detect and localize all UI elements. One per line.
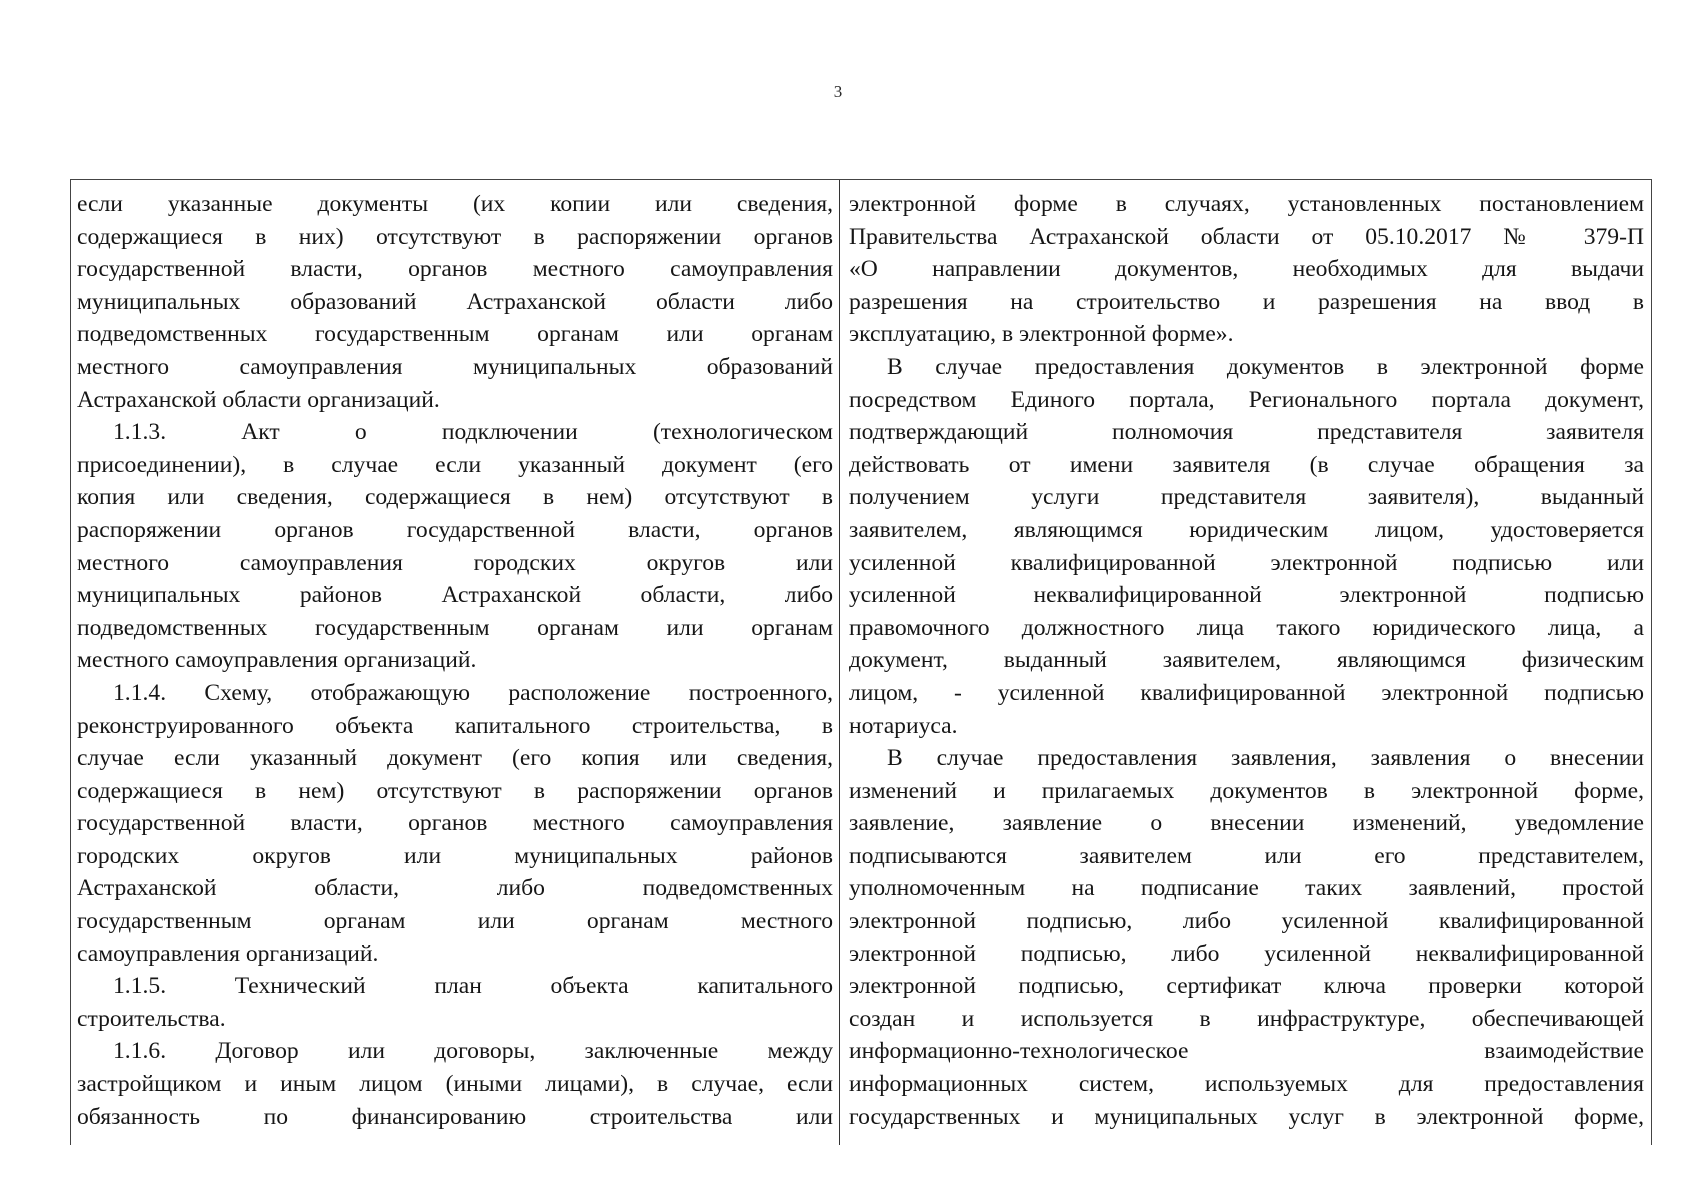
text-line: усиленной неквалифицированной электронной подписью: [849, 582, 1644, 609]
left-column: [77, 188, 833, 1133]
text-line: строительства.: [77, 1005, 226, 1032]
text-line: документ, выданный заявителем, являющимся физическим: [849, 647, 1644, 674]
text-line: муниципальных районов Астраханской области, либо: [77, 582, 833, 609]
page-number: 3: [833, 82, 843, 101]
text-line: лицом, - усиленной квалифицированной электронной подписью: [849, 679, 1644, 706]
text-line: Астраханской области, либо подведомственных: [77, 875, 833, 902]
text-line: заявителем, являющимся юридическим лицом, удостоверяется: [849, 516, 1644, 543]
text-line: реконструированного объекта капитального строительства, в: [77, 712, 833, 739]
text-line: нотариуса.: [849, 712, 958, 739]
text-line: если указанные документы (их копии или сведения,: [77, 191, 833, 217]
text-line: Правительства Астраханской области от 05.10.2017 № 379-П: [849, 223, 1644, 250]
document-table: [70, 179, 1652, 1145]
text-line: подписываются заявителем или его представителем,: [849, 842, 1644, 869]
text-line: действовать от имени заявителя (в случае обращения за: [849, 451, 1644, 478]
text-line: государственной власти, органов местного самоуправления: [77, 256, 833, 283]
text-line: Астраханской области организаций.: [77, 386, 440, 413]
text-line: информационно-технологическое взаимодействие: [849, 1038, 1644, 1065]
text-line: получением услуги представителя заявителя), выданный: [849, 484, 1644, 511]
text-line: усиленной квалифицированной электронной подписью или: [849, 549, 1644, 576]
text-line: изменений и прилагаемых документов в электронной форме,: [849, 777, 1644, 804]
text-line: случае если указанный документ (его копия или сведения,: [77, 745, 833, 772]
text-line: 1.1.6. Договор или договоры, заключенные между: [113, 1038, 833, 1065]
text-line: содержащиеся в них) отсутствуют в распоряжении органов: [77, 223, 833, 250]
text-line: 1.1.4. Схему, отображающую расположение построенного,: [113, 679, 833, 706]
text-line: 1.1.3. Акт о подключении (технологическом: [113, 419, 833, 446]
text-line: посредством Единого портала, Регионального портала документ,: [849, 386, 1644, 413]
text-line: местного самоуправления организаций.: [77, 647, 477, 674]
text-line: уполномоченным на подписание таких заявлений, простой: [849, 875, 1644, 902]
text-line: «О направлении документов, необходимых для выдачи: [849, 256, 1644, 283]
text-line: содержащиеся в нем) отсутствуют в распоряжении органов: [77, 777, 833, 804]
text-line: копия или сведения, содержащиеся в нем) отсутствуют в: [77, 484, 833, 511]
text-line: информационных систем, используемых для предоставления: [849, 1071, 1644, 1098]
text-line: обязанность по финансированию строительства или: [77, 1103, 833, 1130]
text-line: самоуправления организаций.: [77, 940, 379, 967]
text-line: правомочного должностного лица такого юридического лица, а: [849, 614, 1644, 641]
text-line: электронной подписью, либо усиленной квалифицированной: [849, 908, 1644, 935]
text-line: 1.1.5. Технический план объекта капитального: [113, 973, 833, 1000]
text-line: местного самоуправления городских округов или: [77, 549, 833, 576]
text-line: местного самоуправления муниципальных образований: [77, 353, 833, 380]
text-line: электронной подписью, либо усиленной неквалифицированной: [849, 940, 1644, 967]
text-line: создан и используется в инфраструктуре, обеспечивающей: [849, 1005, 1644, 1032]
text-line: государственным органам или органам местного: [77, 908, 833, 935]
right-column: [849, 188, 1644, 1133]
text-line: разрешения на строительство и разрешения на ввод в: [849, 288, 1644, 315]
text-line: распоряжении органов государственной власти, органов: [77, 516, 833, 543]
text-line: заявление, заявление о внесении изменений, уведомление: [849, 810, 1644, 837]
text-line: эксплуатацию, в электронной форме».: [849, 321, 1234, 348]
text-line: электронной подписью, сертификат ключа проверки которой: [849, 973, 1644, 1000]
text-line: подтверждающий полномочия представителя заявителя: [849, 419, 1644, 446]
text-line: В случае предоставления заявления, заявления о внесении: [887, 745, 1644, 772]
text-line: электронной форме в случаях, установленных постановлением: [849, 191, 1644, 217]
text-line: государственной власти, органов местного самоуправления: [77, 810, 833, 837]
text-line: муниципальных образований Астраханской области либо: [77, 288, 833, 315]
text-line: присоединении), в случае если указанный документ (его: [77, 451, 833, 478]
text-line: застройщиком и иным лицом (иными лицами), в случае, если: [77, 1071, 833, 1098]
text-line: В случае предоставления документов в электронной форме: [887, 353, 1644, 380]
text-line: городских округов или муниципальных районов: [77, 842, 833, 869]
text-line: подведомственных государственным органам или органам: [77, 614, 833, 641]
text-line: государственных и муниципальных услуг в электронной форме,: [849, 1103, 1644, 1130]
text-line: подведомственных государственным органам или органам: [77, 321, 833, 348]
column-divider: [839, 180, 840, 1145]
